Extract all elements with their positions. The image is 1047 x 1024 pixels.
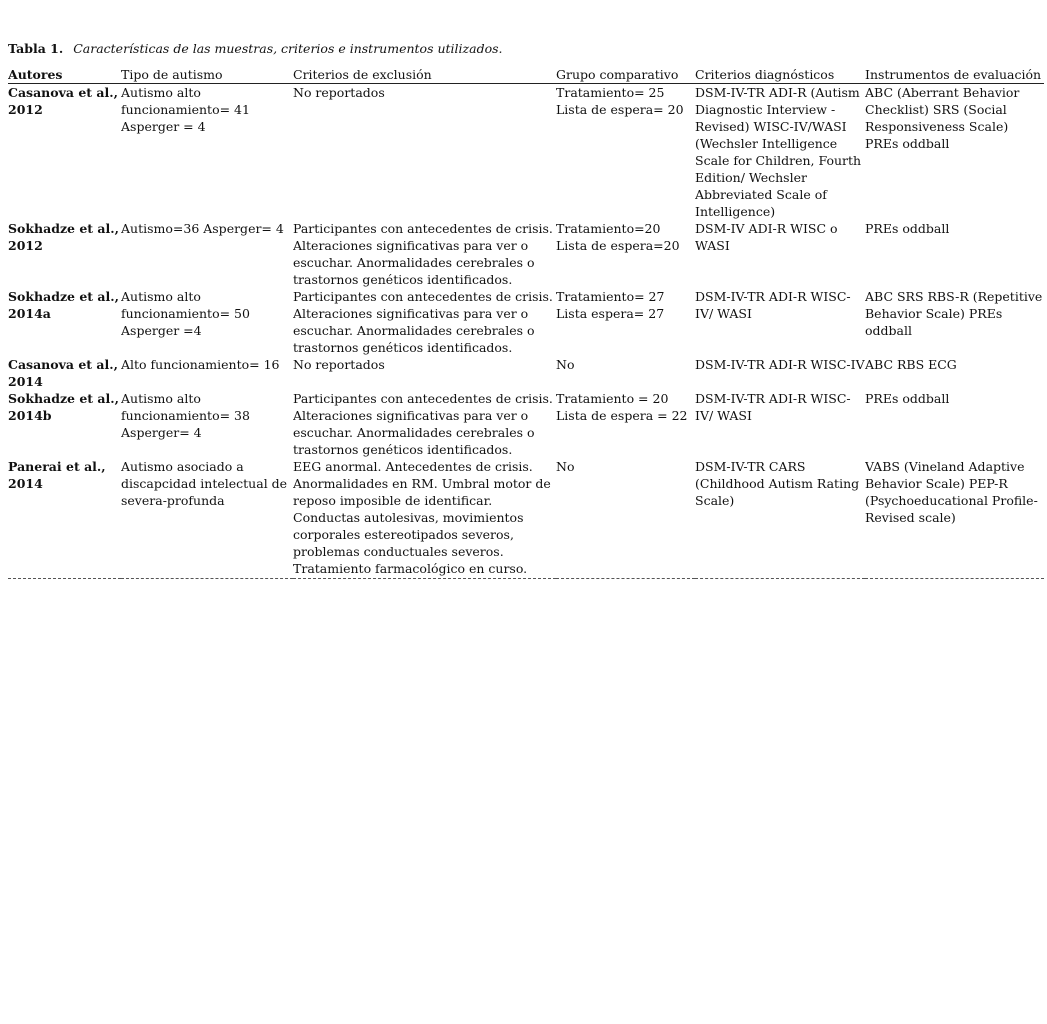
cell-author: Sokhadze et al., 2014a <box>8 289 119 321</box>
cell-author: Casanova et al., 2014 <box>8 357 118 389</box>
cell-type: Autismo alto funcionamiento= 50 Asperger =4 <box>121 289 250 338</box>
table-row <box>8 356 1044 390</box>
cell-instruments: ABC RBS ECG <box>865 357 957 372</box>
cell-type: Autismo alto funcionamiento= 38 Asperger= 4 <box>121 391 250 440</box>
table-caption-title: Características de las muestras, criterios e instrumentos utilizados. <box>73 41 503 56</box>
column-header-exclusion: Criterios de exclusión <box>293 66 556 84</box>
cell-exclusion: Participantes con antecedentes de crisis. Alteraciones significativas para ver o escuchar. Anormalidades cerebrales o trastornos genéticos identificados. <box>293 289 553 355</box>
cell-diagnostic: DSM-IV-TR ADI-R WISC-IV/ WASI <box>695 391 851 423</box>
table-caption <box>8 40 1044 58</box>
cell-diagnostic: DSM-IV-TR ADI-R (Autism Diagnostic Interview - Revised) WISC-IV/WASI (Wechsler Intelligence Scale for Children, Fourth Edition/ Wechsler Abbreviated Scale of Intelligence) <box>695 85 862 219</box>
table-row <box>8 390 1044 458</box>
cell-instruments: ABC (Aberrant Behavior Checklist) SRS (Social Responsiveness Scale) PREs oddball <box>865 85 1020 151</box>
table-caption-label: Tabla 1. <box>8 41 64 56</box>
cell-type: Alto funcionamiento= 16 <box>121 357 280 372</box>
cell-group: Tratamiento = 20 Lista de espera = 22 <box>556 391 688 423</box>
cell-group: Tratamiento= 25 Lista de espera= 20 <box>556 85 684 117</box>
cell-author: Sokhadze et al., 2014b <box>8 391 119 423</box>
cell-exclusion: Participantes con antecedentes de crisis. Alteraciones significativas para ver o escuchar. Anormalidades cerebrales o trastornos genéticos identificados. <box>293 391 553 457</box>
cell-type: Autismo=36 Asperger= 4 <box>121 221 284 236</box>
table-row <box>8 458 1044 579</box>
cell-diagnostic: DSM-IV-TR CARS (Childhood Autism Rating Scale) <box>695 458 865 579</box>
cell-diagnostic: DSM-IV-TR ADI-R WISC-IV <box>695 357 865 372</box>
cell-group: Tratamiento=20 Lista de espera=20 <box>556 221 680 253</box>
table-row <box>8 84 1044 221</box>
column-header-tipo: Tipo de autismo <box>121 66 293 84</box>
table-row <box>8 288 1044 356</box>
column-header-diagnostico: Criterios diagnósticos <box>695 66 865 84</box>
cell-group: No <box>556 458 695 579</box>
cell-instruments: PREs oddball <box>865 391 950 406</box>
cell-type: Autismo alto funcionamiento= 41 Asperger = 4 <box>121 85 250 134</box>
cell-instruments: ABC SRS RBS-R (Repetitive Behavior Scale) PREs oddball <box>865 289 1043 338</box>
cell-exclusion: Participantes con antecedentes de crisis. Alteraciones significativas para ver o escuchar. Anormalidades cerebrales o trastornos genéticos identificados. <box>293 221 553 287</box>
cell-author: Casanova et al., 2012 <box>8 85 118 117</box>
cell-diagnostic: DSM-IV ADI-R WISC o WASI <box>695 221 838 253</box>
table-header-row <box>8 66 1044 84</box>
cell-exclusion: EEG anormal. Antecedentes de crisis. Anormalidades en RM. Umbral motor de reposo imposible de identificar. Conductas autolesivas, movimientos corporales estereotipados severos, problemas conductuales severos. Tratamiento farmacológico en curso. <box>293 458 556 579</box>
samples-table <box>8 66 1044 579</box>
cell-diagnostic: DSM-IV-TR ADI-R WISC-IV/ WASI <box>695 289 851 321</box>
document <box>8 40 1044 579</box>
column-header-autores: Autores <box>8 66 121 84</box>
cell-group: Tratamiento= 27 Lista espera= 27 <box>556 289 665 321</box>
cell-group: No <box>556 357 575 372</box>
cell-author: Sokhadze et al., 2012 <box>8 221 119 253</box>
cell-author: Panerai et al., 2014 <box>8 458 121 579</box>
cell-instruments: PREs oddball <box>865 221 950 236</box>
cell-exclusion: No reportados <box>293 357 385 372</box>
cell-type: Autismo asociado a discapcidad intelectual de severa-profunda <box>121 458 293 579</box>
table-row <box>8 220 1044 288</box>
column-header-instrumentos: Instrumentos de evaluación <box>865 66 1044 84</box>
cell-exclusion: No reportados <box>293 85 385 100</box>
cell-instruments: VABS (Vineland Adaptive Behavior Scale) PEP-R (Psychoeducational Profile-Revised scale) <box>865 458 1044 579</box>
column-header-grupo: Grupo comparativo <box>556 66 695 84</box>
